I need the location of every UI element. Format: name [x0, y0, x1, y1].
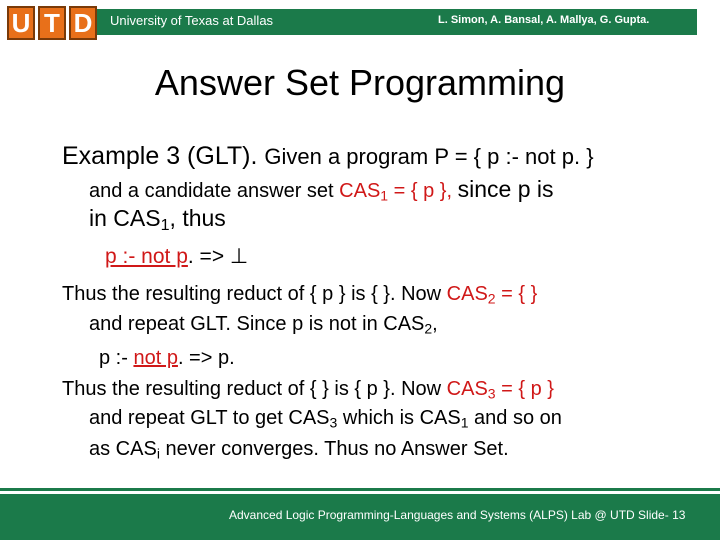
logo-letter-t: T — [38, 6, 66, 40]
cas2-label: $CAS_2$ = { } — [446, 283, 538, 307]
body-line-1 — [62, 142, 594, 171]
program-text: Given a program P = { p :- not p. } — [264, 144, 594, 169]
logo-letter-u: U — [7, 6, 35, 40]
body-line-6: and repeat GLT. Since p is not in $CAS_2$, — [89, 313, 438, 337]
rule-p-not-p: p :- not p — [105, 245, 188, 268]
body-line-9: and repeat GLT to get $CAS_3$ which is $CAS_1$ and so on — [89, 407, 562, 431]
candidate-text: and a candidate answer set — [89, 180, 340, 202]
slide-title: Answer Set Programming — [154, 62, 566, 103]
body-line-8: Thus the resulting reduct of { } is { p }. Now $CAS_3$ = { p } — [62, 378, 554, 402]
logo-letter-d: D — [69, 6, 97, 40]
footer-rule — [0, 488, 720, 491]
footer-text: Advanced Logic Programming-Languages and Systems (ALPS) Lab @ UTD Slide- 13 — [229, 508, 686, 522]
university-name: University of Texas at Dallas — [110, 13, 274, 28]
cas1-label: $CAS_1$ = { p }, — [339, 180, 458, 204]
body-line-5: Thus the resulting reduct of { p } is { }. Now $CAS_2$ = { } — [62, 283, 538, 307]
bottom-symbol: ⊥ — [229, 245, 249, 268]
author-list: L. Simon, A. Bansal, A. Mallya, G. Gupta. — [438, 14, 650, 26]
utd-logo — [7, 6, 97, 40]
not-p-underlined: not p — [133, 347, 178, 369]
slide-header — [0, 0, 720, 46]
since-text: since p is — [457, 176, 554, 202]
cas3-label: $CAS_3$ = { p } — [446, 378, 554, 402]
body-line-3: in $CAS_1$, thus — [89, 205, 226, 235]
body-line-7: p :- not p. => p. — [99, 347, 235, 369]
body-line-10: as $CAS_i$ never converges. Thus no Answer Set. — [89, 438, 509, 462]
body-line-4: p :- not p. => ⊥ — [105, 245, 249, 268]
example-heading: Example 3 (GLT). — [62, 142, 265, 170]
body-line-2 — [89, 176, 553, 203]
